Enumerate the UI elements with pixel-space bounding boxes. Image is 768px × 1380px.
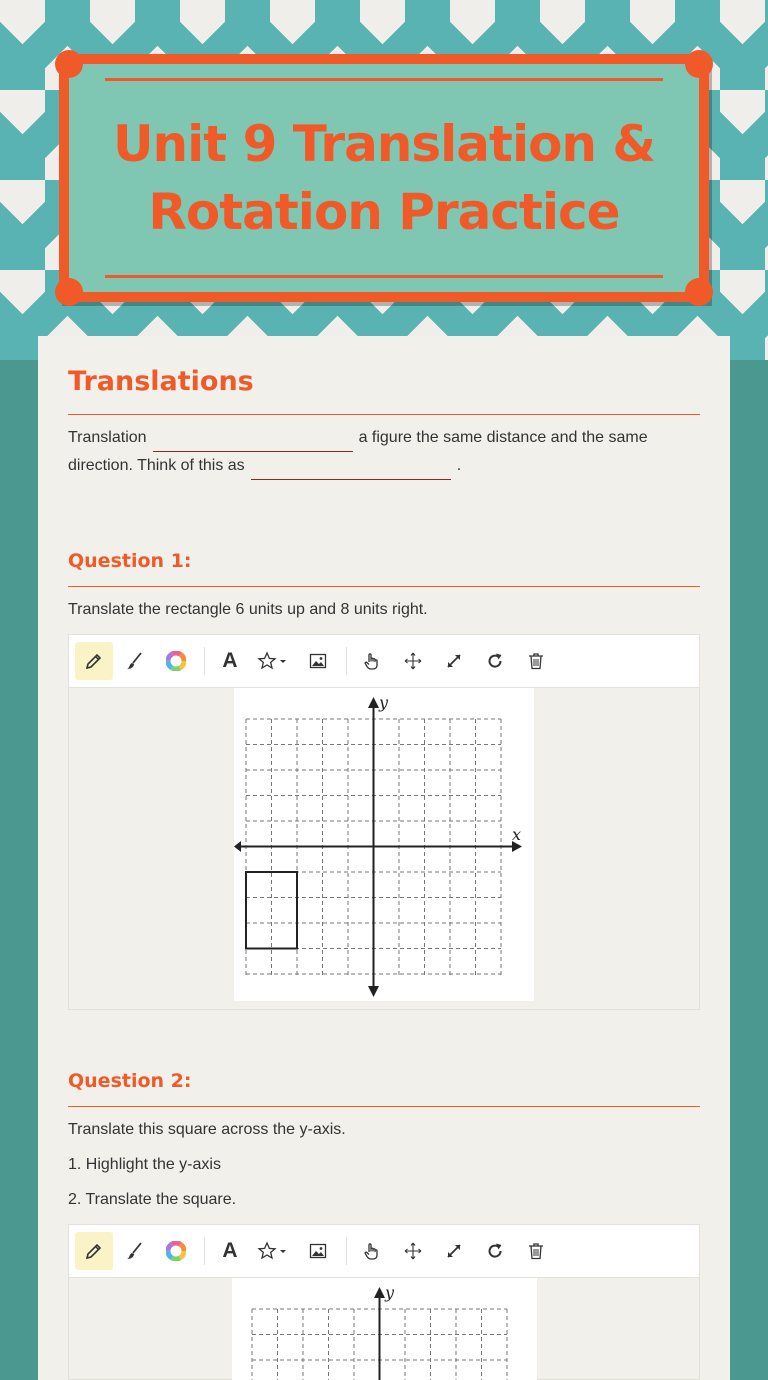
translations-text-middle: a figure the same distance and the same direction. Think of this as xyxy=(68,429,648,474)
section-rule xyxy=(68,1106,700,1107)
banner-rule xyxy=(105,275,663,278)
move-icon[interactable] xyxy=(394,642,432,680)
brush-icon[interactable] xyxy=(116,642,154,680)
pencil-icon[interactable] xyxy=(75,1232,113,1270)
coordinate-grid xyxy=(234,688,534,1001)
y-axis-label: y xyxy=(379,693,389,712)
question-2-line-2: 1. Highlight the y-axis xyxy=(68,1156,221,1173)
banner-inner xyxy=(69,64,699,292)
pencil-icon[interactable] xyxy=(75,642,113,680)
question-2-heading: Question 2: xyxy=(68,1070,192,1092)
toolbar-divider xyxy=(346,647,347,675)
section-rule xyxy=(68,414,700,415)
star-dropdown-icon[interactable] xyxy=(252,1232,296,1270)
drawing-canvas[interactable] xyxy=(68,1278,700,1380)
y-axis-label: y xyxy=(385,1283,395,1302)
resize-icon[interactable] xyxy=(435,642,473,680)
toolbar-divider xyxy=(204,647,205,675)
image-icon[interactable] xyxy=(299,642,337,680)
trash-icon[interactable] xyxy=(517,1232,555,1270)
banner-corner xyxy=(55,278,83,306)
star-dropdown-icon[interactable] xyxy=(252,642,296,680)
page-title xyxy=(104,110,664,246)
translations-heading: Translations xyxy=(68,366,254,397)
brush-icon[interactable] xyxy=(116,1232,154,1270)
hand-icon[interactable] xyxy=(353,1232,391,1270)
text-icon[interactable]: A xyxy=(222,1239,238,1262)
blank-input-1[interactable] xyxy=(153,432,353,452)
translations-text-before: Translation xyxy=(68,429,147,446)
banner-rule xyxy=(105,78,663,81)
drawing-toolbar xyxy=(68,634,700,688)
redo-icon[interactable] xyxy=(476,642,514,680)
title-line-1: Unit 9 Translation & xyxy=(112,115,656,173)
drawing-toolbar xyxy=(68,1224,700,1278)
section-rule xyxy=(68,586,700,587)
translations-paragraph xyxy=(68,424,700,480)
trash-icon[interactable] xyxy=(517,642,555,680)
image-icon[interactable] xyxy=(299,1232,337,1270)
title-line-2: Rotation Practice xyxy=(148,183,620,241)
x-axis-label: x xyxy=(512,825,522,844)
toolbar-divider xyxy=(204,1237,205,1265)
color-wheel-icon[interactable] xyxy=(157,642,195,680)
banner-corner xyxy=(685,50,713,78)
drawing-canvas[interactable] xyxy=(68,688,700,1010)
question-1-heading: Question 1: xyxy=(68,550,192,572)
question-2-line-3: 2. Translate the square. xyxy=(68,1191,237,1208)
redo-icon[interactable] xyxy=(476,1232,514,1270)
text-icon[interactable]: A xyxy=(222,649,238,672)
question-2-line-1: Translate this square across the y-axis. xyxy=(68,1121,346,1138)
toolbar-divider xyxy=(346,1237,347,1265)
question-1-instruction: Translate the rectangle 6 units up and 8 units right. xyxy=(68,601,428,618)
title-banner xyxy=(59,54,709,302)
coordinate-grid xyxy=(232,1278,537,1380)
hand-icon[interactable] xyxy=(353,642,391,680)
worksheet-paper xyxy=(38,336,730,1380)
banner-corner xyxy=(685,278,713,306)
resize-icon[interactable] xyxy=(435,1232,473,1270)
color-wheel-icon[interactable] xyxy=(157,1232,195,1270)
banner-corner xyxy=(55,50,83,78)
move-icon[interactable] xyxy=(394,1232,432,1270)
translations-text-end: . xyxy=(456,457,462,474)
blank-input-2[interactable] xyxy=(251,460,451,480)
